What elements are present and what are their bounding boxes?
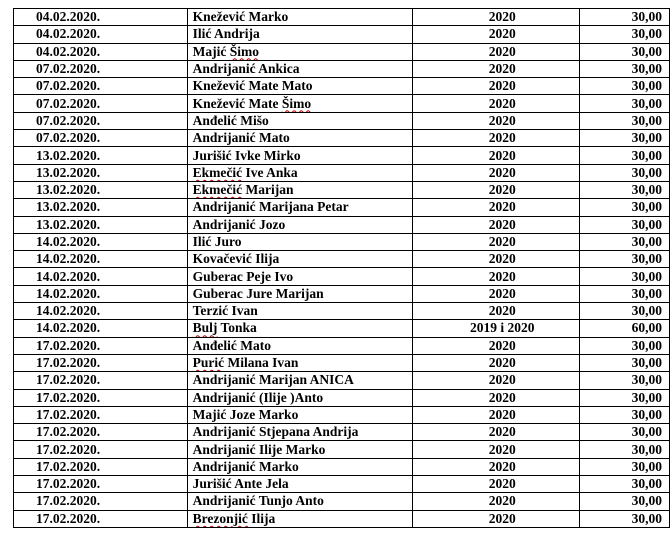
table-row [14,9,670,26]
date-cell: 04.02.2020. [14,43,188,60]
name-cell: Jurišić Ivke Mirko [187,147,413,164]
year-cell: 2020 [413,285,580,302]
year-cell: 2020 [413,216,580,233]
year-cell: 2020 [413,251,580,268]
table-row [14,181,670,198]
date-cell: 07.02.2020. [14,112,188,129]
year-cell: 2020 [413,354,580,371]
table-row [14,458,670,475]
name-cell: Ilić Andrija [187,26,413,43]
name-cell: Andrijanić Marko [187,458,413,475]
payments-table-body [14,9,670,528]
year-cell: 2020 [413,424,580,441]
year-cell: 2020 [413,112,580,129]
amount-cell: 30,00 [580,147,670,164]
name-cell: Majić Šimo [187,43,413,60]
date-cell: 13.02.2020. [14,181,188,198]
amount-cell: 30,00 [580,389,670,406]
amount-cell: 30,00 [580,43,670,60]
table-row [14,164,670,181]
year-cell: 2020 [413,164,580,181]
date-cell: 07.02.2020. [14,60,188,77]
name-cell: Guberac Jure Marijan [187,285,413,302]
table-row [14,268,670,285]
year-cell: 2020 [413,268,580,285]
date-cell: 04.02.2020. [14,26,188,43]
table-row [14,441,670,458]
date-cell: 17.02.2020. [14,493,188,510]
name-cell: Majić Joze Marko [187,406,413,423]
table-row [14,95,670,112]
name-cell: Jurišić Ante Jela [187,476,413,493]
year-cell: 2020 [413,476,580,493]
date-cell: 13.02.2020. [14,199,188,216]
date-cell: 04.02.2020. [14,9,188,26]
amount-cell: 30,00 [580,26,670,43]
date-cell: 14.02.2020. [14,251,188,268]
amount-cell: 30,00 [580,130,670,147]
amount-cell: 60,00 [580,320,670,337]
table-row [14,406,670,423]
table-row [14,372,670,389]
amount-cell: 30,00 [580,510,670,527]
amount-cell: 30,00 [580,181,670,198]
name-cell: Andrijanić Stjepana Andrija [187,424,413,441]
year-cell: 2020 [413,510,580,527]
name-cell: Kovačević Ilija [187,251,413,268]
year-cell: 2020 [413,26,580,43]
date-cell: 07.02.2020. [14,95,188,112]
amount-cell: 30,00 [580,60,670,77]
amount-cell: 30,00 [580,233,670,250]
amount-cell: 30,00 [580,112,670,129]
amount-cell: 30,00 [580,372,670,389]
date-cell: 13.02.2020. [14,164,188,181]
name-cell: Andrijanić Ankica [187,60,413,77]
date-cell: 17.02.2020. [14,424,188,441]
name-cell: Anđelić Mišo [187,112,413,129]
date-cell: 17.02.2020. [14,406,188,423]
year-cell: 2020 [413,493,580,510]
table-row [14,43,670,60]
name-cell: Ekmečić Ive Anka [187,164,413,181]
year-cell: 2020 [413,303,580,320]
amount-cell: 30,00 [580,441,670,458]
date-cell: 14.02.2020. [14,268,188,285]
table-row [14,303,670,320]
name-cell: Ekmečić Marijan [187,181,413,198]
amount-cell: 30,00 [580,493,670,510]
date-cell: 17.02.2020. [14,389,188,406]
year-cell: 2020 [413,130,580,147]
name-cell: Andrijanić Jozo [187,216,413,233]
amount-cell: 30,00 [580,476,670,493]
date-cell: 17.02.2020. [14,354,188,371]
name-cell: Knežević Mate Šimo [187,95,413,112]
table-row [14,354,670,371]
date-cell: 17.02.2020. [14,372,188,389]
name-cell: Andrijanić Mato [187,130,413,147]
date-cell: 13.02.2020. [14,216,188,233]
date-cell: 07.02.2020. [14,130,188,147]
year-cell: 2020 [413,406,580,423]
name-cell: Purić Milana Ivan [187,354,413,371]
name-cell: Andrijanić (Ilije )Anto [187,389,413,406]
name-cell: Andrijanić Marijana Petar [187,199,413,216]
table-row [14,60,670,77]
year-cell: 2020 [413,147,580,164]
amount-cell: 30,00 [580,406,670,423]
table-row [14,320,670,337]
date-cell: 14.02.2020. [14,303,188,320]
name-cell: Ilić Juro [187,233,413,250]
date-cell: 14.02.2020. [14,233,188,250]
amount-cell: 30,00 [580,9,670,26]
year-cell: 2020 [413,337,580,354]
date-cell: 17.02.2020. [14,337,188,354]
table-row [14,389,670,406]
amount-cell: 30,00 [580,268,670,285]
table-row [14,26,670,43]
date-cell: 17.02.2020. [14,476,188,493]
table-row [14,424,670,441]
amount-cell: 30,00 [580,251,670,268]
amount-cell: 30,00 [580,78,670,95]
amount-cell: 30,00 [580,424,670,441]
amount-cell: 30,00 [580,285,670,302]
name-cell: Andrijanić Tunjo Anto [187,493,413,510]
table-row [14,233,670,250]
table-row [14,216,670,233]
table-row [14,147,670,164]
table-row [14,199,670,216]
year-cell: 2020 [413,78,580,95]
name-cell: Andrijanić Ilije Marko [187,441,413,458]
date-cell: 17.02.2020. [14,458,188,475]
year-cell: 2020 [413,199,580,216]
name-cell: Anđelić Mato [187,337,413,354]
year-cell: 2020 [413,95,580,112]
year-cell: 2020 [413,9,580,26]
table-row [14,78,670,95]
name-cell: Bulj Tonka [187,320,413,337]
table-row [14,510,670,527]
table-row [14,285,670,302]
name-cell: Knežević Mate Mato [187,78,413,95]
date-cell: 13.02.2020. [14,147,188,164]
amount-cell: 30,00 [580,95,670,112]
table-row [14,112,670,129]
year-cell: 2020 [413,441,580,458]
date-cell: 14.02.2020. [14,285,188,302]
payments-table [13,8,670,528]
amount-cell: 30,00 [580,458,670,475]
name-cell: Brezonjić Ilija [187,510,413,527]
year-cell: 2020 [413,233,580,250]
amount-cell: 30,00 [580,199,670,216]
amount-cell: 30,00 [580,164,670,181]
table-row [14,337,670,354]
date-cell: 07.02.2020. [14,78,188,95]
name-cell: Guberac Peje Ivo [187,268,413,285]
amount-cell: 30,00 [580,354,670,371]
year-cell: 2020 [413,389,580,406]
year-cell: 2020 [413,372,580,389]
name-cell: Knežević Marko [187,9,413,26]
year-cell: 2020 [413,181,580,198]
year-cell: 2019 i 2020 [413,320,580,337]
date-cell: 14.02.2020. [14,320,188,337]
table-row [14,130,670,147]
table-row [14,251,670,268]
table-row [14,493,670,510]
table-row [14,476,670,493]
amount-cell: 30,00 [580,303,670,320]
date-cell: 17.02.2020. [14,510,188,527]
date-cell: 17.02.2020. [14,441,188,458]
amount-cell: 30,00 [580,337,670,354]
year-cell: 2020 [413,43,580,60]
year-cell: 2020 [413,60,580,77]
year-cell: 2020 [413,458,580,475]
amount-cell: 30,00 [580,216,670,233]
name-cell: Andrijanić Marijan ANICA [187,372,413,389]
name-cell: Terzić Ivan [187,303,413,320]
